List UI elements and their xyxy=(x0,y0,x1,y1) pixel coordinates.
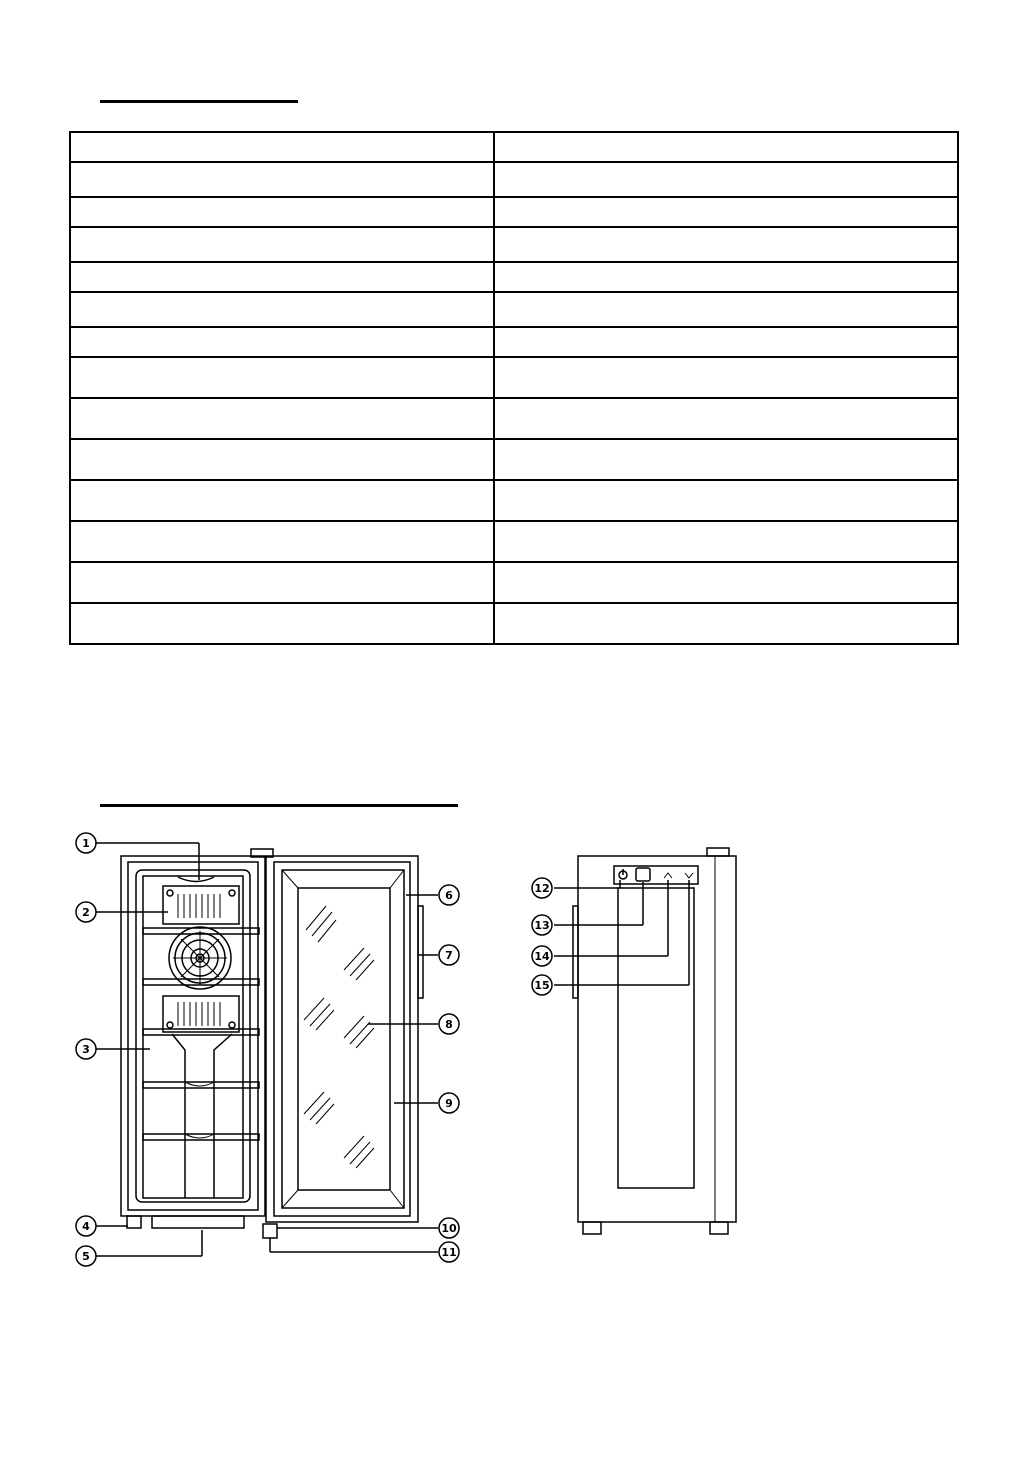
parts-heading-underline xyxy=(100,804,458,807)
table-row xyxy=(70,480,958,521)
table-cell xyxy=(70,227,494,262)
svg-text:13: 13 xyxy=(534,919,550,932)
table-cell xyxy=(494,439,958,480)
svg-text:5: 5 xyxy=(82,1250,90,1263)
callout-7 xyxy=(439,945,459,965)
table-row xyxy=(70,227,958,262)
table-cell xyxy=(494,562,958,603)
callout-9 xyxy=(439,1093,459,1113)
callout-4 xyxy=(76,1216,96,1236)
table-row xyxy=(70,197,958,227)
callout-14 xyxy=(532,946,552,966)
svg-text:7: 7 xyxy=(445,949,453,962)
table-cell xyxy=(494,262,958,292)
power-icon xyxy=(619,869,627,879)
wine-cooler-parts-diagram xyxy=(0,820,1033,1290)
table-cell xyxy=(494,227,958,262)
svg-text:4: 4 xyxy=(82,1220,90,1233)
specification-table xyxy=(69,131,959,645)
table-cell xyxy=(494,480,958,521)
callout-13 xyxy=(532,915,552,935)
table-row xyxy=(70,162,958,197)
table-cell xyxy=(494,357,958,398)
table-cell xyxy=(70,327,494,357)
svg-text:2: 2 xyxy=(82,906,90,919)
table-row xyxy=(70,521,958,562)
callout-11 xyxy=(439,1242,459,1262)
svg-text:8: 8 xyxy=(445,1018,453,1031)
table-row xyxy=(70,357,958,398)
table-cell xyxy=(494,398,958,439)
callout-10 xyxy=(439,1218,459,1238)
table-cell xyxy=(494,197,958,227)
callout-12 xyxy=(532,878,552,898)
table-row xyxy=(70,562,958,603)
down-arrow-icon xyxy=(685,873,693,878)
glass-door xyxy=(266,856,423,1222)
table-cell xyxy=(494,292,958,327)
svg-text:1: 1 xyxy=(82,837,90,850)
callout-15 xyxy=(532,975,552,995)
up-arrow-icon xyxy=(664,873,672,878)
table-cell xyxy=(70,132,494,162)
table-row xyxy=(70,398,958,439)
table-cell xyxy=(70,197,494,227)
wine-shelf xyxy=(143,928,259,1140)
callout-6 xyxy=(439,885,459,905)
callout-8 xyxy=(439,1014,459,1034)
callout-3 xyxy=(76,1039,96,1059)
table-row xyxy=(70,132,958,162)
table-cell xyxy=(70,398,494,439)
callout-2 xyxy=(76,902,96,922)
table-row xyxy=(70,439,958,480)
svg-text:6: 6 xyxy=(445,889,453,902)
svg-text:10: 10 xyxy=(441,1222,457,1235)
table-cell xyxy=(494,603,958,644)
cabinet-side-view xyxy=(573,848,736,1234)
table-cell xyxy=(70,562,494,603)
svg-text:3: 3 xyxy=(82,1043,90,1056)
table-cell xyxy=(70,357,494,398)
svg-text:14: 14 xyxy=(534,950,550,963)
callout-5 xyxy=(76,1246,96,1266)
table-cell xyxy=(70,262,494,292)
table-row xyxy=(70,262,958,292)
table-cell xyxy=(494,521,958,562)
table-cell xyxy=(70,603,494,644)
light-button xyxy=(636,868,650,881)
cabinet-front-view xyxy=(121,849,277,1238)
table-cell xyxy=(70,292,494,327)
table-cell xyxy=(494,327,958,357)
table-row xyxy=(70,327,958,357)
table-cell xyxy=(70,439,494,480)
table-cell xyxy=(494,132,958,162)
table-cell xyxy=(494,162,958,197)
table-row xyxy=(70,292,958,327)
callout-1 xyxy=(76,833,96,853)
svg-text:11: 11 xyxy=(441,1246,457,1259)
table-cell xyxy=(70,521,494,562)
specification-heading-underline xyxy=(100,100,298,103)
svg-text:9: 9 xyxy=(445,1097,453,1110)
svg-text:15: 15 xyxy=(534,979,550,992)
table-cell xyxy=(70,162,494,197)
table-row xyxy=(70,603,958,644)
table-cell xyxy=(70,480,494,521)
svg-text:12: 12 xyxy=(534,882,550,895)
